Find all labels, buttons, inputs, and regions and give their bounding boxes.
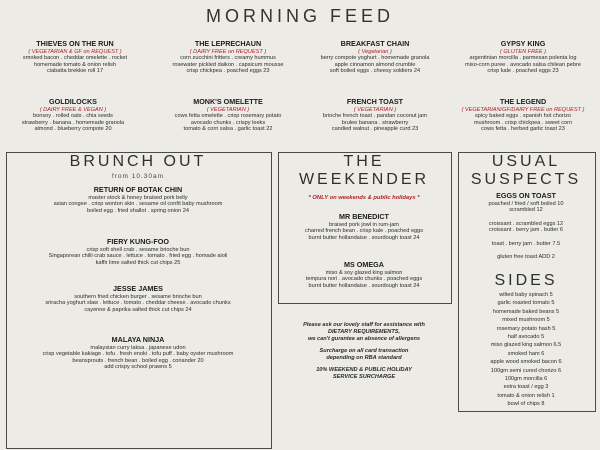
dietary-note-line: DIETARY REQUIREMENTS, <box>327 329 401 335</box>
side-item: rosemary potato hash 5 <box>496 325 556 332</box>
usual-suspects-title-top: USUAL <box>491 153 561 170</box>
item-desc: miso & soy glazed king salmon <box>325 269 403 276</box>
item-desc: croissant . scrambled eggs 12 <box>488 220 564 227</box>
surcharge-line: SERVICE SURCHARGE <box>332 374 396 380</box>
item-desc: beansprouts . french bean . boiled egg . coriander 20 <box>72 357 204 364</box>
usual-suspects-title-bottom: SUSPECTS <box>470 171 582 188</box>
item-name: MR BENEDICT <box>339 212 389 221</box>
item-desc: gluten free toast ADD 2 <box>497 254 555 261</box>
brunch-out-subtitle: from 10.30am <box>111 173 165 180</box>
side-item: wilted baby spinach 5 <box>499 292 553 298</box>
item-desc: croissant . berry jam . butter 6 <box>489 227 563 234</box>
eggs-on-toast <box>460 192 592 261</box>
side-item: homemade baked beans 5 <box>492 308 560 315</box>
side-item: 100gm morcilla 6 <box>504 376 548 383</box>
item-name: MS OMEGA <box>344 260 384 269</box>
side-item: extra toast / egg 3 <box>503 384 549 391</box>
item-desc: cows fetta . herbed garlic toast 23 <box>481 126 565 133</box>
item-desc: tomato & corn salsa . garlic toast 22 <box>183 126 273 133</box>
item-tag: ( DAIRY FREE & VEGAN ) <box>39 106 107 113</box>
item-desc: southern fried chicken burger . sesame brioche bun <box>74 293 202 300</box>
sides-title: SIDES <box>494 272 558 289</box>
side-item: smoked ham 6 <box>507 350 545 357</box>
side-item: tomato & onion relish 1 <box>497 392 555 399</box>
item-desc: corn zucchini fritters . creamy hummus <box>180 55 276 62</box>
menu-item <box>8 238 268 266</box>
item-name: RETURN OF BOTAK CHIN <box>93 185 183 194</box>
page-title: MORNING FEED <box>205 6 394 26</box>
menu-item <box>8 285 268 313</box>
item-desc: boiled egg . fried shallot . spring onion 24 <box>87 207 189 214</box>
menu-item <box>8 336 268 371</box>
item-desc: bonsoy . rolled oats . chia seeds <box>33 113 113 120</box>
item-desc: brulee banana . strawberry <box>341 119 409 126</box>
item-tag: ( VEGETARIAN & GF on REQUEST ) <box>28 48 122 55</box>
item-tag: ( Vegetarian ) <box>358 48 392 55</box>
item-desc: add crispy school prawns 5 <box>104 364 172 371</box>
item-desc: cows fetta omelette . crisp rosemary potato <box>174 113 282 120</box>
item-desc: mushroom . crisp chickpea . sweet corn <box>473 119 573 126</box>
side-item: 100gm semi cured chorizo 6 <box>490 367 562 374</box>
surcharge-line: depending on RBA standard <box>326 355 402 361</box>
surcharge-line: 10% WEEKEND & PUBLIC HOLIDAY <box>316 367 412 373</box>
side-item: bowl of chips 8 <box>507 401 545 408</box>
item-name: FRENCH TOAST <box>346 97 404 106</box>
item-desc: soft boiled eggs . cheesy soldiers 24 <box>329 68 421 75</box>
item-tag: ( VEGETARIAN/GF/DAIRY FREE on REQUEST ) <box>461 106 585 113</box>
menu-item <box>8 98 138 133</box>
item-desc: argentinian morcilla . parmesan polenta log <box>469 55 577 62</box>
menu-item <box>305 98 445 133</box>
item-name: THE LEPRECHAUN <box>194 39 262 48</box>
side-item: garlic roasted tomato 5 <box>497 300 555 307</box>
item-desc: candied walnut . pineapple curd 23 <box>331 126 419 133</box>
item-tag: ( DAIRY FREE on REQUEST ) <box>189 48 267 55</box>
item-desc: cayenne & paprika salted thick cut chips 24 <box>84 306 192 313</box>
item-desc: crisp soft shell crab . sesame brioche bun <box>86 246 190 253</box>
menu-item <box>10 40 140 75</box>
item-tag: ( GLUTEN FREE ) <box>500 48 546 55</box>
side-item: half avocado 5 <box>507 334 545 341</box>
item-desc: crisp chickpea . poached eggs 23 <box>186 68 270 75</box>
item-desc: tempura nori . avocado chunks . poached eggs <box>305 276 423 283</box>
sides-list <box>460 291 592 409</box>
item-desc: rosewater pickled daikon . capsicum mousse <box>172 61 284 68</box>
item-tag: ( VEGETARIAN ) <box>206 106 250 113</box>
menu-item <box>305 40 445 75</box>
item-desc: berry compote yoghurt . homemade granola <box>320 55 430 62</box>
item-desc: asian congee . crisp wonton skin . sesame oil confit baby mushroom <box>53 201 223 208</box>
item-tag: ( VEGETARIAN ) <box>353 106 397 113</box>
item-desc: crisp kale . poached eggs 23 <box>487 68 559 75</box>
item-desc: apple cinnamon almond crumble <box>334 61 416 68</box>
item-name: MALAYA NINJA <box>111 335 165 344</box>
item-desc: kaffir lime salted thick cut chips 25 <box>95 259 181 266</box>
item-desc: avocado chunks . crispy leeks <box>190 119 266 126</box>
menu-item <box>280 261 448 289</box>
item-name: THE LEGEND <box>499 97 547 106</box>
item-name: THIEVES ON THE RUN <box>36 39 114 48</box>
item-name: MONK'S OMELETTE <box>193 97 263 106</box>
item-name: JESSE JAMES <box>113 284 163 293</box>
side-item: apple wood smoked bacon 6 <box>490 359 562 366</box>
menu-item <box>280 213 448 241</box>
item-desc: crisp vegetable kakiage . tofu . fresh enoki . tofu puff . baby oyster mushroom <box>42 351 234 358</box>
item-desc: strawberry . banana . homemade granola <box>21 119 125 126</box>
item-desc: ciabatta brekkie roll 17 <box>47 68 103 75</box>
item-desc: almond . blueberry compote 20 <box>34 126 112 133</box>
item-desc: smoked bacon . cheddar omelette . rocket <box>22 55 128 62</box>
footer-notes <box>276 322 452 381</box>
menu-item <box>452 98 594 133</box>
menu-item <box>158 98 298 133</box>
item-desc: scrambled 12 <box>509 207 543 214</box>
item-desc: Singaporean chilli crab sauce . lettuce . tomato . fried egg . homade aioli <box>48 253 228 260</box>
weekender-note: * ONLY on weekends & public holidays * <box>308 195 420 201</box>
brunch-out-title: BRUNCH OUT <box>69 153 207 170</box>
item-desc: master stock & honey braised pork belly <box>88 194 188 201</box>
item-desc: miso-corn puree . avocado salsa chilean pebre <box>465 61 581 68</box>
dietary-note-line: Please ask our lovely staff for assistance with <box>303 322 425 328</box>
item-name: BREAKFAST CHAIN <box>340 39 410 48</box>
weekender-title-bottom: WEEKENDER <box>298 171 430 188</box>
item-desc: braised pork jowl in rum-jam <box>329 221 399 228</box>
item-desc: burnt butter hollandaise . sourdough toast 24 <box>308 234 420 241</box>
item-name: FIERY KUNG-FOO <box>107 237 169 246</box>
weekender-title-top: THE <box>343 153 385 170</box>
side-item: miso glazed king salmon 6.5 <box>490 342 562 349</box>
item-desc: homemade tomato & onion relish <box>33 61 117 68</box>
item-name: EGGS ON TOAST <box>496 191 556 200</box>
item-name: GOLDILOCKS <box>49 97 97 106</box>
side-item: mixed mushroom 5 <box>502 317 550 324</box>
item-desc: brioche french toast . pandan coconut jam <box>322 113 428 120</box>
menu-item <box>452 40 594 75</box>
surcharge-line: Surcharge on all card transaction <box>319 348 409 354</box>
menu-item <box>8 186 268 214</box>
item-desc: malaysian curry laksa . japanese udon <box>90 344 186 351</box>
item-desc: poached / fried / soft boiled 10 <box>488 200 564 207</box>
item-desc: spicy baked eggs . spanish hot chorizo <box>474 113 572 120</box>
menu-item <box>158 40 298 75</box>
item-desc: sriracha yoghurt slaw . lettuce . tomato . cheddar cheese . avocado chunks <box>45 300 231 307</box>
item-desc: toast . berry jam . butter 7.5 <box>491 240 561 247</box>
item-desc: burnt butter hollandaise . sourdough toast 24 <box>308 282 420 289</box>
item-desc: charred french bean . crisp kale . poached eggs <box>304 228 424 235</box>
dietary-note-line: we can't gurantee an absence of allergens <box>307 336 420 342</box>
item-name: GYPSY KING <box>500 39 546 48</box>
